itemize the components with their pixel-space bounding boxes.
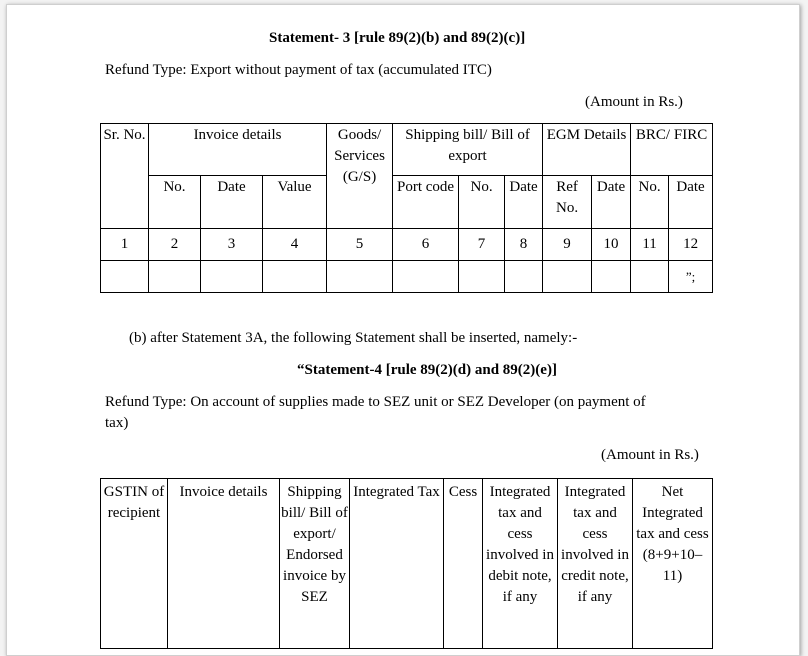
column-number: 6	[393, 229, 459, 261]
statement4-amount-note: (Amount in Rs.)	[601, 447, 699, 463]
column-number: 3	[201, 229, 263, 261]
header-brc-no: No.	[631, 176, 669, 229]
empty-cell	[393, 261, 459, 293]
empty-cell	[631, 261, 669, 293]
header-port-code: Port code	[393, 176, 459, 229]
statement3-amount-note: (Amount in Rs.)	[585, 94, 683, 110]
column-number: 10	[592, 229, 631, 261]
column-number: 12	[669, 229, 713, 261]
header-egm-ref: Ref No.	[543, 176, 592, 229]
column-number: 7	[459, 229, 505, 261]
empty-cell	[505, 261, 543, 293]
column-number: 2	[149, 229, 201, 261]
document-page	[6, 4, 800, 656]
statement3-refund-type: Refund Type: Export without payment of tax (accumulated ITC)	[105, 62, 492, 78]
statement4-refund-type-line2: tax)	[105, 415, 129, 431]
closing-quote: ”;	[669, 261, 713, 293]
column-number: 11	[631, 229, 669, 261]
header-cess: Cess	[444, 479, 483, 649]
statement4-refund-type-line1: Refund Type: On account of supplies made to SEZ unit or SEZ Developer (on payment of	[105, 394, 646, 410]
empty-cell	[201, 261, 263, 293]
header-egm-details: EGM Details	[543, 124, 631, 176]
header-shipping-bill: Shipping bill/ Bill of export/ Endorsed invoice by SEZ	[280, 479, 350, 649]
header-invoice-details: Invoice details	[168, 479, 280, 649]
header-invoice-details: Invoice details	[149, 124, 327, 176]
header-gstin: GSTIN of recipient	[101, 479, 168, 649]
header-net-integrated: Net Integrated tax and cess (8+9+10–11)	[633, 479, 713, 649]
column-number: 4	[263, 229, 327, 261]
empty-cell	[459, 261, 505, 293]
statement4-table	[100, 478, 713, 649]
header-invoice-value: Value	[263, 176, 327, 229]
header-debit-note: Integrated tax and cess involved in debit note, if any	[483, 479, 558, 649]
insert-note: (b) after Statement 3A, the following Statement shall be inserted, namely:-	[129, 330, 578, 346]
header-invoice-no: No.	[149, 176, 201, 229]
empty-cell	[149, 261, 201, 293]
statement3-table	[100, 123, 713, 293]
column-number: 8	[505, 229, 543, 261]
empty-cell	[543, 261, 592, 293]
empty-data-row	[101, 261, 713, 293]
column-number: 5	[327, 229, 393, 261]
statement3-title: Statement- 3 [rule 89(2)(b) and 89(2)(c)]	[269, 30, 526, 46]
column-number: 9	[543, 229, 592, 261]
header-shipping-bill: Shipping bill/ Bill of export	[393, 124, 543, 176]
header-shipping-no: No.	[459, 176, 505, 229]
header-credit-note: Integrated tax and cess involved in credit note, if any	[558, 479, 633, 649]
empty-cell	[101, 261, 149, 293]
header-egm-date: Date	[592, 176, 631, 229]
header-brc-date: Date	[669, 176, 713, 229]
header-invoice-date: Date	[201, 176, 263, 229]
header-goods-services: Goods/ Services (G/S)	[327, 124, 393, 229]
column-number-row	[101, 229, 713, 261]
header-shipping-date: Date	[505, 176, 543, 229]
header-integrated-tax: Integrated Tax	[350, 479, 444, 649]
header-sr-no: Sr. No.	[101, 124, 149, 229]
empty-cell	[263, 261, 327, 293]
empty-cell	[592, 261, 631, 293]
statement4-title: “Statement-4 [rule 89(2)(d) and 89(2)(e)]	[297, 362, 557, 378]
header-brc-firc: BRC/ FIRC	[631, 124, 713, 176]
column-number: 1	[101, 229, 149, 261]
empty-cell	[327, 261, 393, 293]
